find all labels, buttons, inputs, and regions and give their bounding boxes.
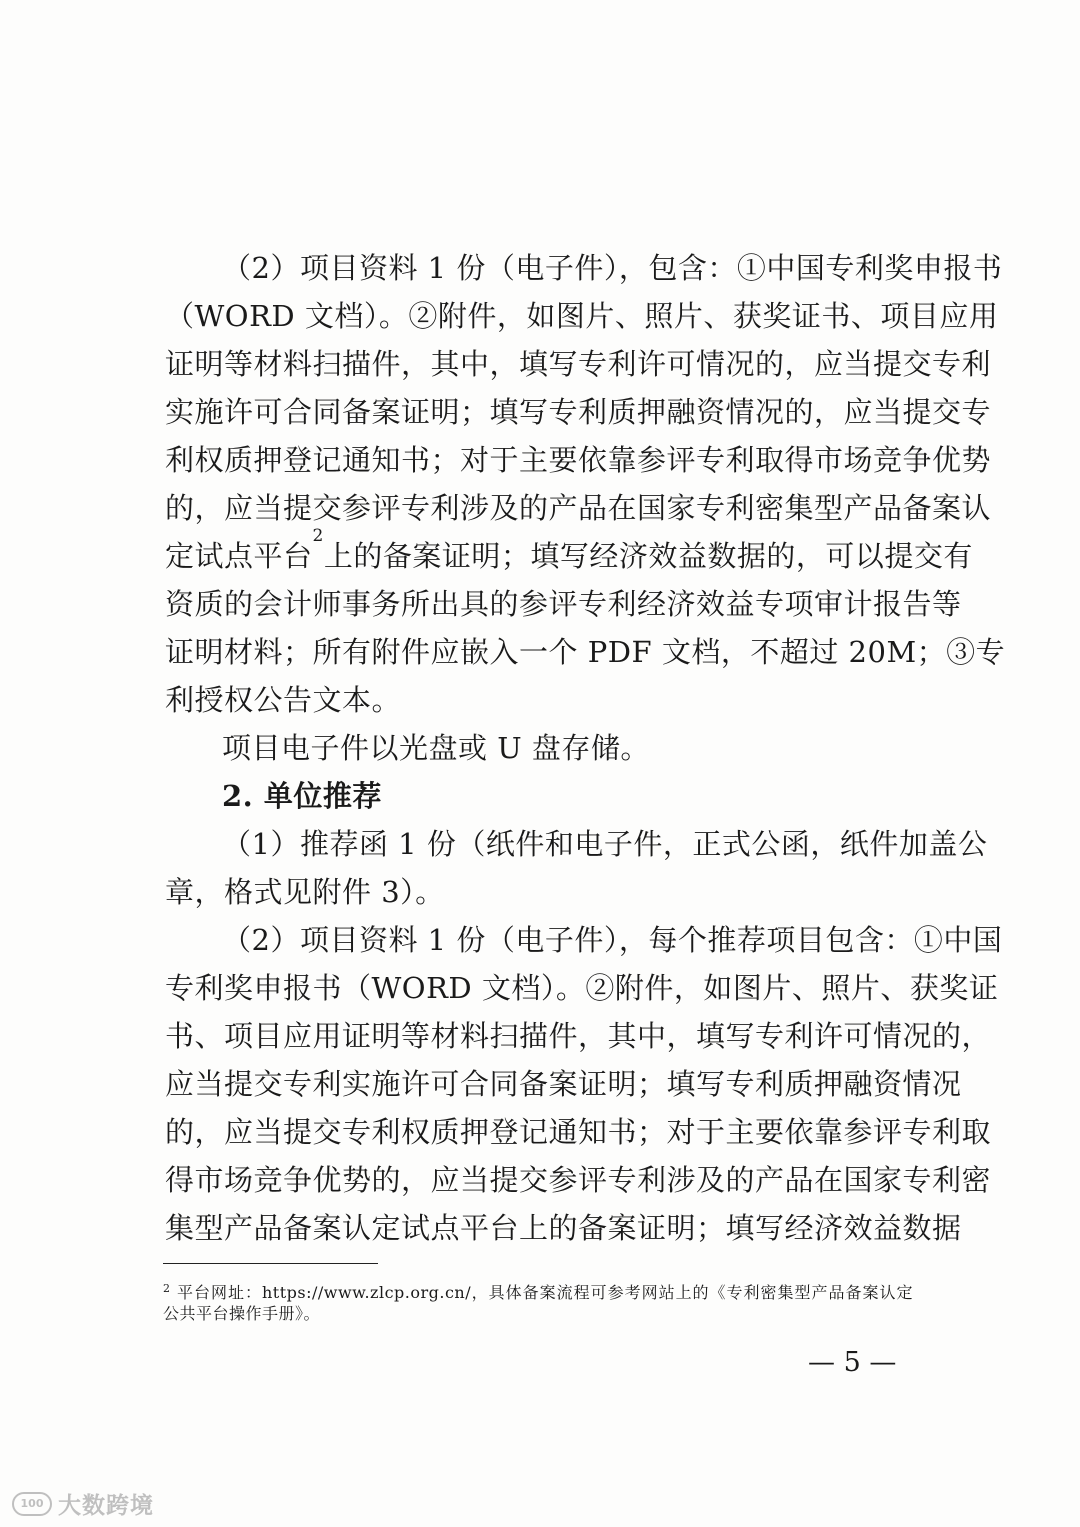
footnote-line-1 [163, 1278, 913, 1304]
p1-line-2: （WORD 文档）。②附件，如图片、照片、获奖证书、项目应用 [165, 299, 999, 333]
p1-line-9: 证明材料；所有附件应嵌入一个 PDF 文档，不超过 20M；③专 [165, 635, 1006, 669]
p1-line-7-end: 上的备案证明；填写经济效益数据的，可以提交有 [323, 539, 973, 573]
p4-line-5: 的，应当提交专利权质押登记通知书；对于主要依靠参评专利取 [165, 1115, 992, 1149]
p1-line-7 [165, 526, 973, 576]
footnote-ref-2[interactable]: 2 [312, 526, 324, 546]
p1-line-7-start: 定试点平台 [165, 539, 313, 573]
p1-line-4: 实施许可合同备案证明；填写专利质押融资情况的，应当提交专 [165, 395, 992, 429]
p4-line-4: 应当提交专利实施许可合同备案证明；填写专利质押融资情况 [165, 1067, 962, 1101]
p1-line-5: 利权质押登记通知书；对于主要依靠参评专利取得市场竞争优势 [165, 443, 992, 477]
p1-line-3: 证明等材料扫描件，其中，填写专利许可情况的，应当提交专利 [165, 347, 992, 381]
p4-line-6: 得市场竞争优势的，应当提交参评专利涉及的产品在国家专利密 [165, 1163, 992, 1197]
p1-line-8: 资质的会计师事务所出具的参评专利经济效益专项审计报告等 [165, 587, 962, 621]
footnote-text-1[interactable]: 平台网址：https://www.zlcp.org.cn/，具体备案流程可参考网站上的《专利密集型产品备案认定 [176, 1283, 913, 1302]
watermark [12, 1487, 154, 1520]
page-number: — 5 — [808, 1347, 897, 1378]
footnote-separator [163, 1263, 378, 1264]
p3-line-1: （1）推荐函 1 份（纸件和电子件，正式公函，纸件加盖公 [222, 827, 988, 861]
p2-text: 项目电子件以光盘或 U 盘存储。 [222, 731, 650, 765]
p4-line-3: 书、项目应用证明等材料扫描件，其中，填写专利许可情况的， [165, 1019, 992, 1053]
p4-line-1: （2）项目资料 1 份（电子件），每个推荐项目包含：①中国 [222, 923, 1003, 957]
p1-line-10: 利授权公告文本。 [165, 683, 402, 717]
p4-line-7: 集型产品备案认定试点平台上的备案证明；填写经济效益数据 [165, 1211, 962, 1245]
p1-line-6: 的，应当提交参评专利涉及的产品在国家专利密集型产品备案认 [165, 491, 992, 525]
watermark-text: 大数跨境 [58, 1493, 154, 1519]
footnote-line-2: 公共平台操作手册》。 [163, 1304, 321, 1323]
p3-line-2: 章，格式见附件 3）。 [165, 875, 445, 909]
section-heading: 2. 单位推荐 [222, 779, 382, 813]
p1-line-1: （2）项目资料 1 份（电子件），包含：①中国专利奖申报书 [222, 251, 1003, 285]
p4-line-2: 专利奖申报书（WORD 文档）。②附件，如图片、照片、获奖证 [165, 971, 999, 1005]
watermark-logo-icon: 100 [12, 1492, 52, 1516]
footnote-mark: 2 [163, 1282, 171, 1295]
